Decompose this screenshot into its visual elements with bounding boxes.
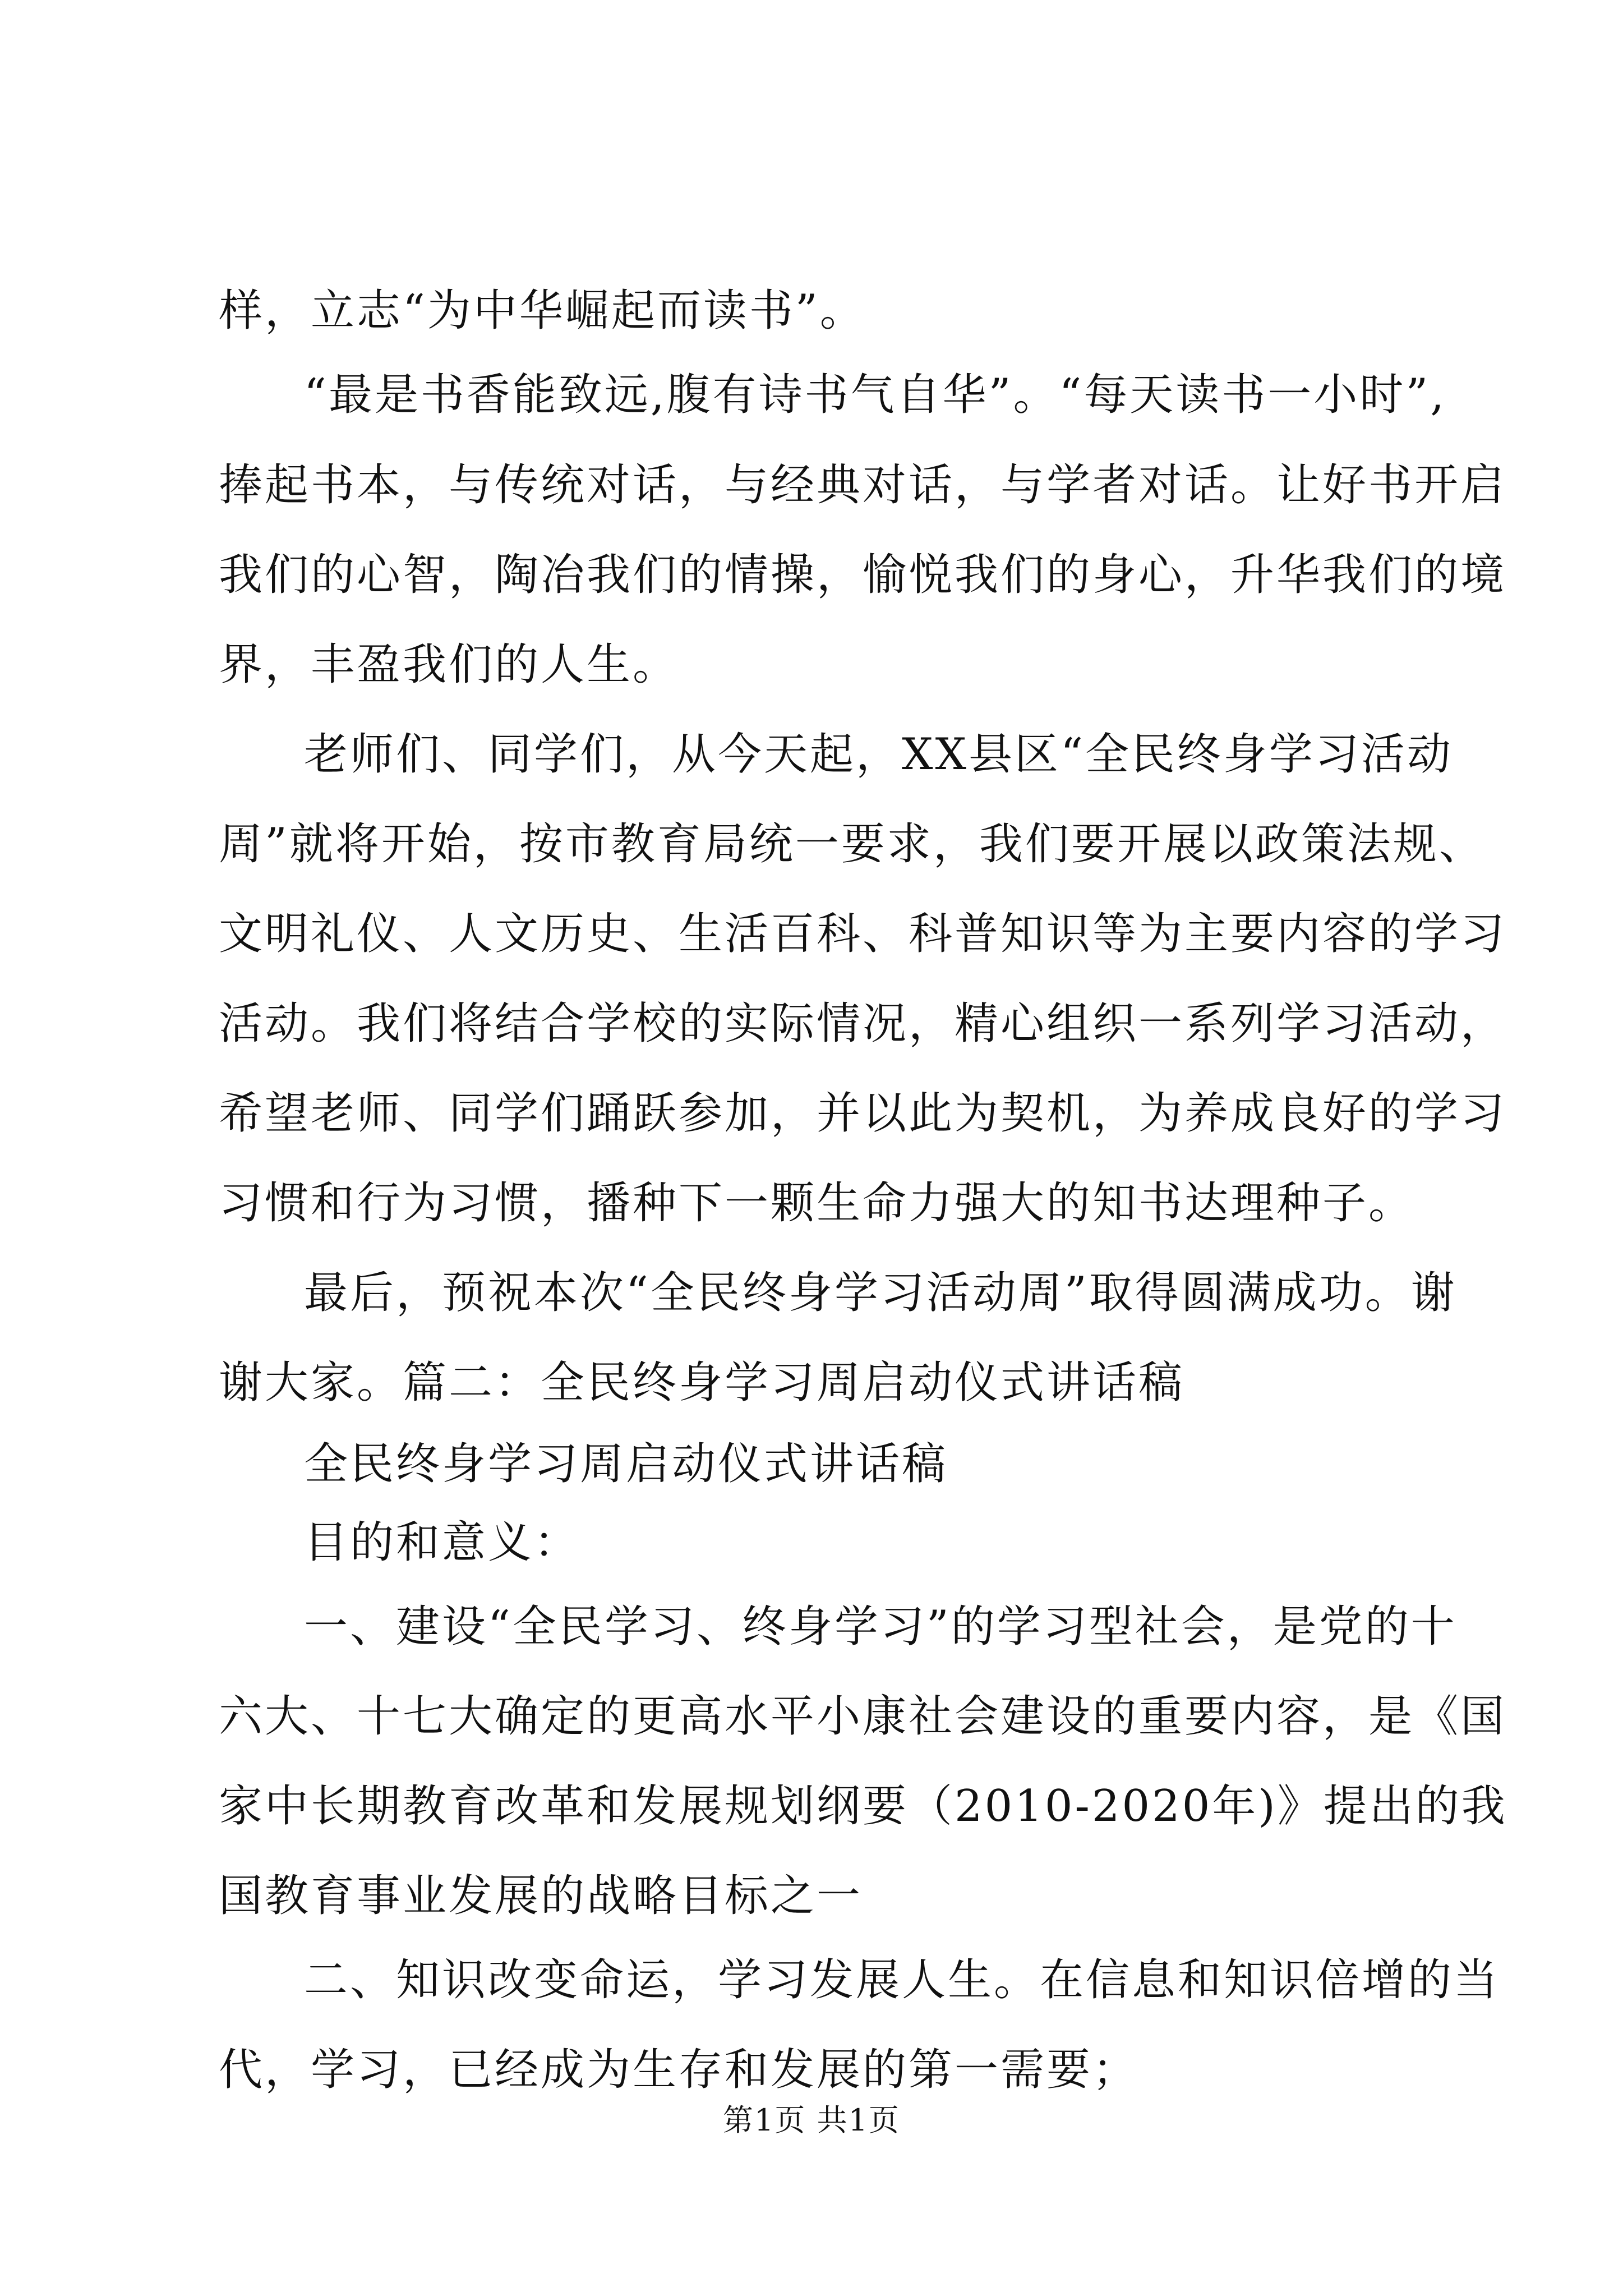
text-line: 样，立志“为中华崛起而读书”。: [219, 286, 866, 336]
text-line: 老师们、同学们，从今天起，XX县区“全民终身学习活动: [304, 729, 1453, 780]
text-line: 代，学习，已经成为生存和发展的第一需要；: [219, 2045, 1139, 2095]
text-line: 国教育事业发展的战略目标之一: [219, 1871, 863, 1921]
text-line: 一、建设“全民学习、终身学习”的学习型社会，是党的十: [304, 1602, 1457, 1652]
text-line: 周”就将开始，按市教育局统一要求，我们要开展以政策法规、: [219, 819, 1485, 869]
text-line: 捧起书本，与传统对话，与经典对话，与学者对话。让好书开启: [219, 460, 1507, 510]
text-line: 我们的心智，陶冶我们的情操，愉悦我们的身心，升华我们的境: [219, 550, 1507, 600]
text-line: 习惯和行为习惯，播种下一颗生命力强大的知书达理种子。: [219, 1178, 1415, 1228]
text-line: 家中长期教育改革和发展规划纲要（2010-2020年)》提出的我: [219, 1781, 1507, 1832]
text-line: 目的和意义：: [304, 1517, 580, 1568]
text-line: 六大、十七大确定的更高水平小康社会建设的重要内容，是《国: [219, 1691, 1507, 1742]
text-line: 界，丰盈我们的人生。: [219, 639, 679, 690]
text-line: 文明礼仪、人文历史、生活百科、科普知识等为主要内容的学习: [219, 909, 1507, 959]
text-line: 全民终身学习周启动仪式讲话稿: [304, 1439, 948, 1489]
text-line: 希望老师、同学们踊跃参加，并以此为契机，为养成良好的学习: [219, 1088, 1507, 1139]
page-footer: 第1页 共1页: [723, 2102, 900, 2138]
text-line: 二、知识改变命运，学习发展人生。在信息和知识倍增的当: [304, 1955, 1500, 2005]
text-line: 最后，预祝本次“全民终身学习活动周”取得圆满成功。谢: [304, 1268, 1457, 1318]
text-line: 活动。我们将结合学校的实际情况，精心组织一系列学习活动，: [219, 999, 1507, 1049]
text-line: 谢大家。篇二：全民终身学习周启动仪式讲话稿: [219, 1358, 1185, 1408]
text-line: “最是书香能致远,腹有诗书气自华”。“每天读书一小时”,: [304, 370, 1447, 420]
